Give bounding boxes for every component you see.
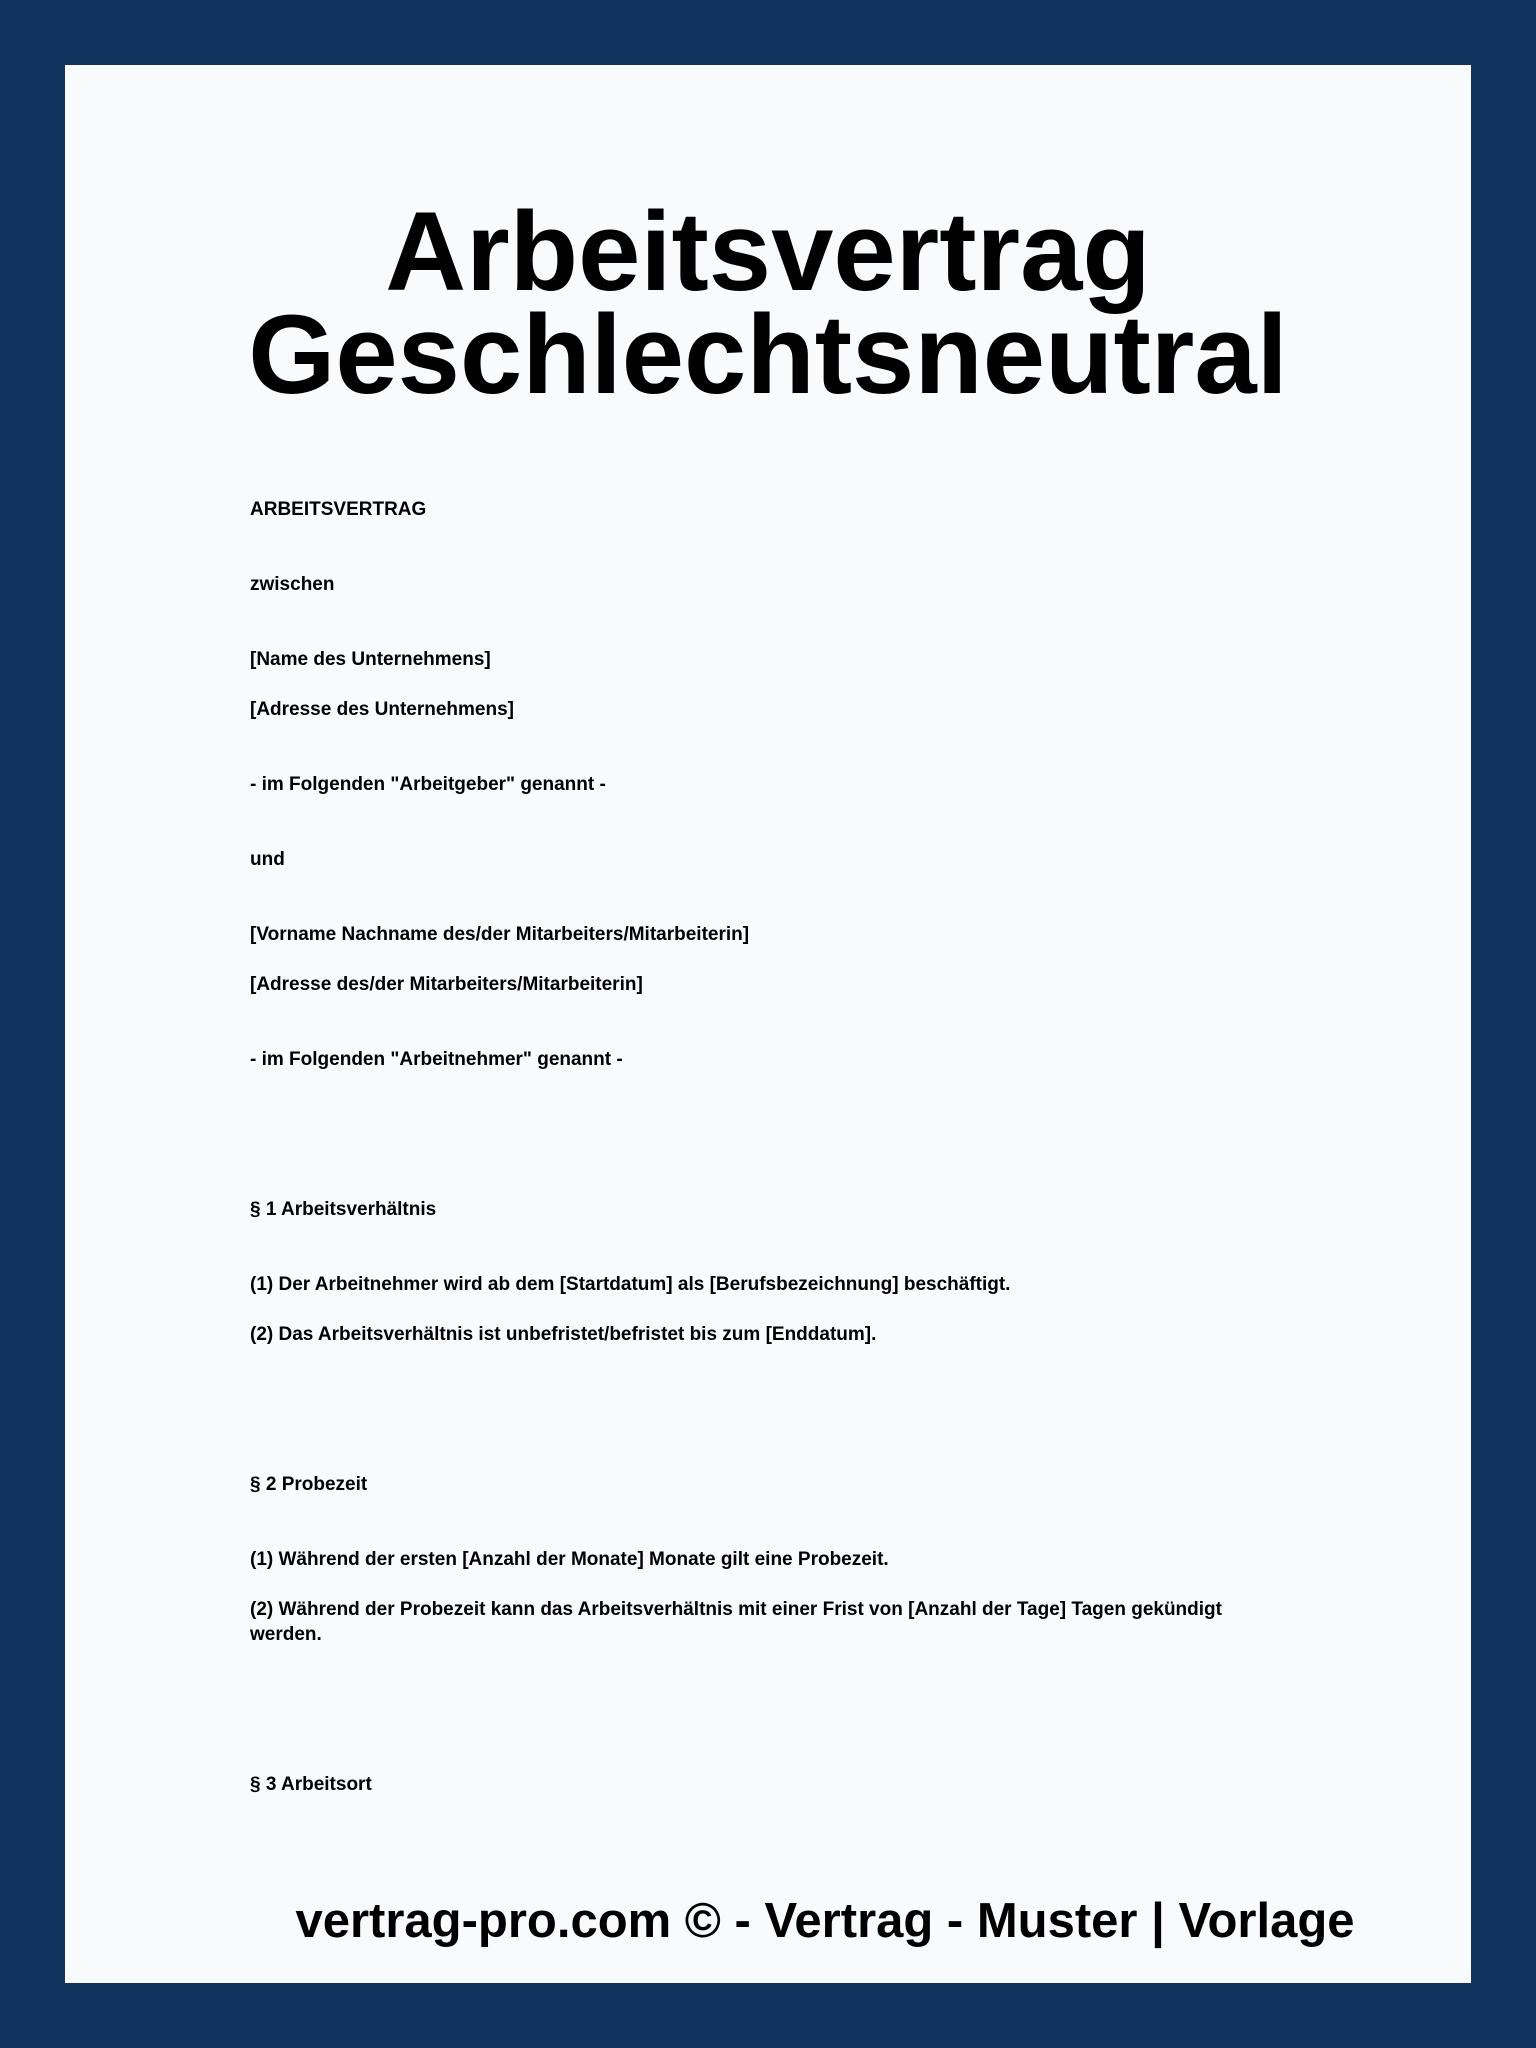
employer-designation: - im Folgenden "Arbeitgeber" genannt - — [250, 774, 606, 795]
section-1-paragraph-2: (2) Das Arbeitsverhältnis ist unbefristet/befristet bis zum [Enddatum]. — [250, 1324, 877, 1345]
title-line-2: Geschlechtsneutral — [248, 292, 1288, 417]
between-label: zwischen — [250, 574, 335, 595]
section-2-paragraph-2: (2) Während der Probezeit kann das Arbeitsverhältnis mit einer Frist von [Anzahl der Tage] Tagen gekündigt werden. — [250, 1599, 1222, 1645]
employer-name-placeholder: [Name des Unternehmens] — [250, 649, 491, 670]
document-page — [65, 65, 1471, 1983]
section-3-heading: § 3 Arbeitsort — [250, 1774, 372, 1795]
footer-watermark: vertrag-pro.com © - Vertrag - Muster | Vorlage — [295, 1894, 1355, 1948]
title-line-1: Arbeitsvertrag — [385, 189, 1151, 314]
section-1-paragraph-1: (1) Der Arbeitnehmer wird ab dem [Startdatum] als [Berufsbezeichnung] beschäftigt. — [250, 1274, 1011, 1295]
employee-designation: - im Folgenden "Arbeitnehmer" genannt - — [250, 1049, 623, 1070]
contract-heading: ARBEITSVERTRAG — [250, 499, 427, 520]
contract-body — [65, 65, 1471, 1895]
employee-address-placeholder: [Adresse des/der Mitarbeiters/Mitarbeiterin] — [250, 974, 643, 995]
employee-name-placeholder: [Vorname Nachname des/der Mitarbeiters/Mitarbeiterin] — [250, 924, 750, 945]
section-1-heading: § 1 Arbeitsverhältnis — [250, 1199, 437, 1220]
section-2-heading: § 2 Probezeit — [250, 1474, 368, 1495]
employer-address-placeholder: [Adresse des Unternehmens] — [250, 699, 514, 720]
and-label: und — [250, 849, 285, 870]
section-2-paragraph-1: (1) Während der ersten [Anzahl der Monate] Monate gilt eine Probezeit. — [250, 1549, 889, 1570]
